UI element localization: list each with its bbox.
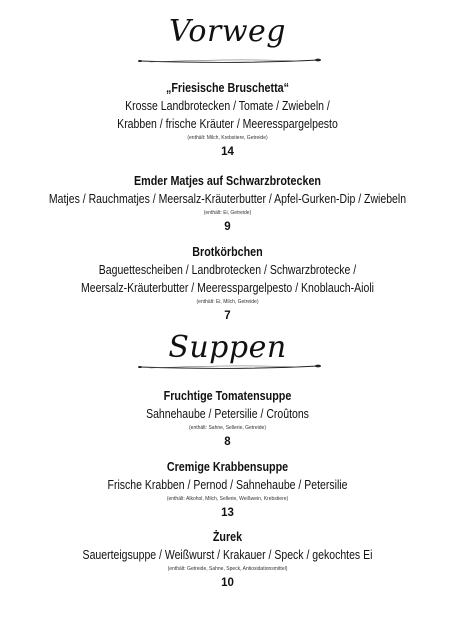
item-allergens: (enthält: Ei, Milch, Getreide) (196, 299, 259, 305)
item-price: 7 (224, 310, 231, 322)
item-price: 8 (224, 436, 231, 448)
item-name: „Friesische Bruschetta“ (165, 81, 290, 95)
item-description-line: Sahnehaube / Petersilie / Croûtons (146, 407, 309, 421)
menu-item (0, 173, 455, 235)
item-name: Emder Matjes auf Schwarzbrotecken (134, 174, 321, 188)
item-allergens: (enthält: Milch, Krebstiere, Getreide) (187, 135, 268, 141)
item-allergens: (enthält: Ei, Getreide) (203, 210, 252, 216)
item-name: Cremige Krabbensuppe (166, 460, 289, 474)
section-header-suppen (0, 330, 455, 382)
item-description-line: Frische Krabben / Pernod / Sahnehaube / Petersilie (107, 478, 348, 492)
section-header-vorweg (0, 14, 455, 66)
item-description-line: Matjes / Rauchmatjes / Meersalz-Kräuterbutter / Apfel-Gurken-Dip / Zwiebeln (48, 192, 407, 206)
menu-item (0, 529, 455, 591)
item-allergens: (enthält: Alkohol, Milch, Sellerie, Weißwein, Krebstiere) (166, 496, 289, 502)
item-description-line: Sauerteigsuppe / Weißwurst / Krakauer / Speck / gekochtes Ei (82, 548, 373, 562)
flourish-divider (0, 360, 455, 374)
menu-item (0, 388, 455, 450)
item-price: 14 (221, 146, 234, 158)
item-description-line: Krosse Landbrotecken / Tomate / Zwiebeln / (125, 99, 330, 113)
menu-item (0, 244, 455, 324)
item-description-line: Krabben / frische Kräuter / Meeresspargelpesto (117, 117, 338, 131)
item-price: 9 (224, 221, 231, 233)
item-price: 10 (221, 577, 234, 589)
flourish-divider (0, 54, 455, 68)
item-name: Żurek (212, 530, 243, 544)
section-title: Suppen (168, 330, 287, 365)
item-name: Brotkörbchen (192, 245, 263, 259)
section-title: Vorweg (169, 14, 286, 49)
menu-item (0, 459, 455, 521)
item-description-line: Baguettescheiben / Landbrotecken / Schwarzbrotecke / (98, 263, 357, 277)
item-price: 13 (221, 507, 234, 519)
menu-item (0, 80, 455, 160)
item-description-line: Meersalz-Kräuterbutter / Meeresspargelpesto / Knoblauch-Aioli (81, 281, 374, 295)
item-name: Fruchtige Tomatensuppe (163, 389, 292, 403)
item-allergens: (enthält: Getreide, Sahne, Speck, Antioxidationsmittel) (167, 566, 288, 572)
item-allergens: (enthält: Sahne, Sellerie, Getreide) (189, 425, 266, 431)
